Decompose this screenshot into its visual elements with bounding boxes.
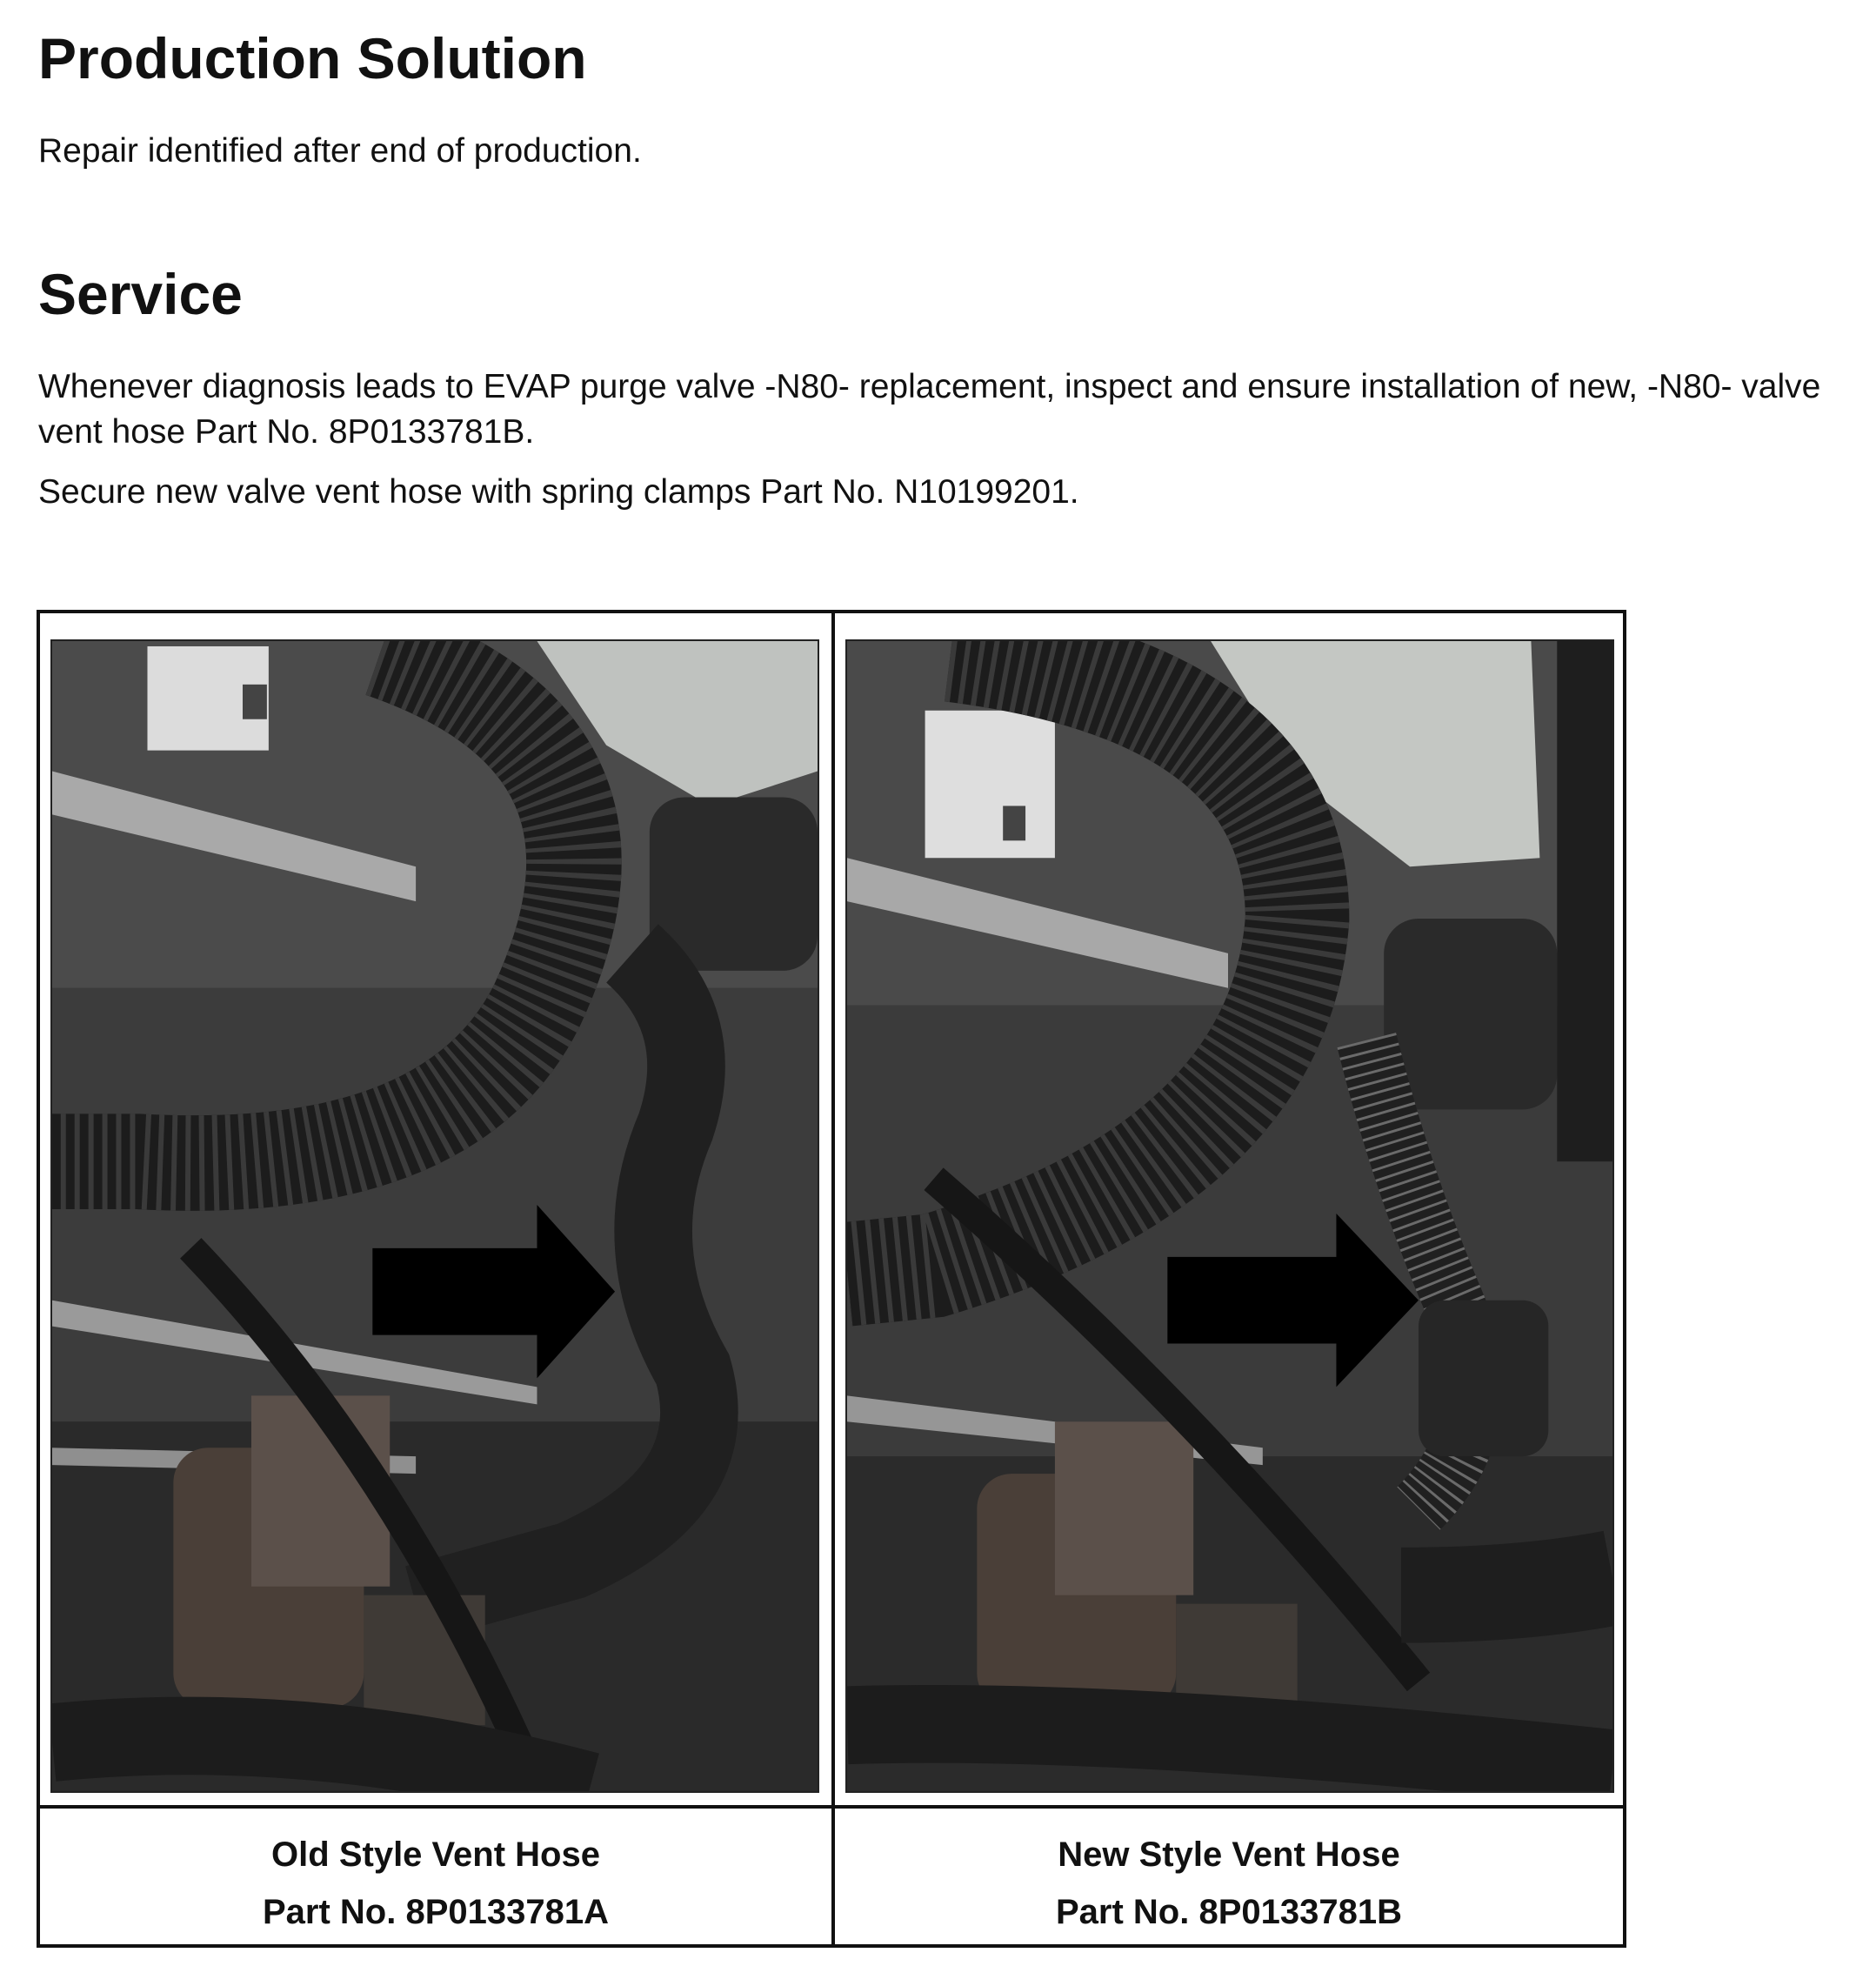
old-vent-hose-part-number: Part No. 8P0133781A <box>262 1893 609 1931</box>
service-paragraph-clamps: Secure new valve vent hose with spring clamps Part No. N10199201. <box>38 473 1079 511</box>
table-column-divider <box>831 613 835 1944</box>
production-solution-heading: Production Solution <box>38 26 587 90</box>
new-vent-hose-part-number: Part No. 8P0133781B <box>1055 1893 1402 1931</box>
service-heading: Service <box>38 262 243 326</box>
service-paragraph-diagnosis: Whenever diagnosis leads to EVAP purge valve -N80- replacement, inspect and ensure installation of new, -N80- valve vent hose Part No. 8P0133781B. <box>38 368 1821 451</box>
new-vent-hose-photo <box>845 639 1614 1793</box>
new-vent-hose-title: New Style Vent Hose <box>1058 1836 1400 1874</box>
table-row-divider <box>40 1805 1623 1809</box>
old-vent-hose-title: Old Style Vent Hose <box>271 1836 600 1874</box>
vent-hose-comparison-table <box>37 610 1626 1948</box>
production-solution-text: Repair identified after end of production. <box>38 132 642 170</box>
new-vent-hose-caption <box>835 1826 1623 1941</box>
old-vent-hose-photo <box>50 639 819 1793</box>
old-vent-hose-caption <box>42 1826 830 1941</box>
